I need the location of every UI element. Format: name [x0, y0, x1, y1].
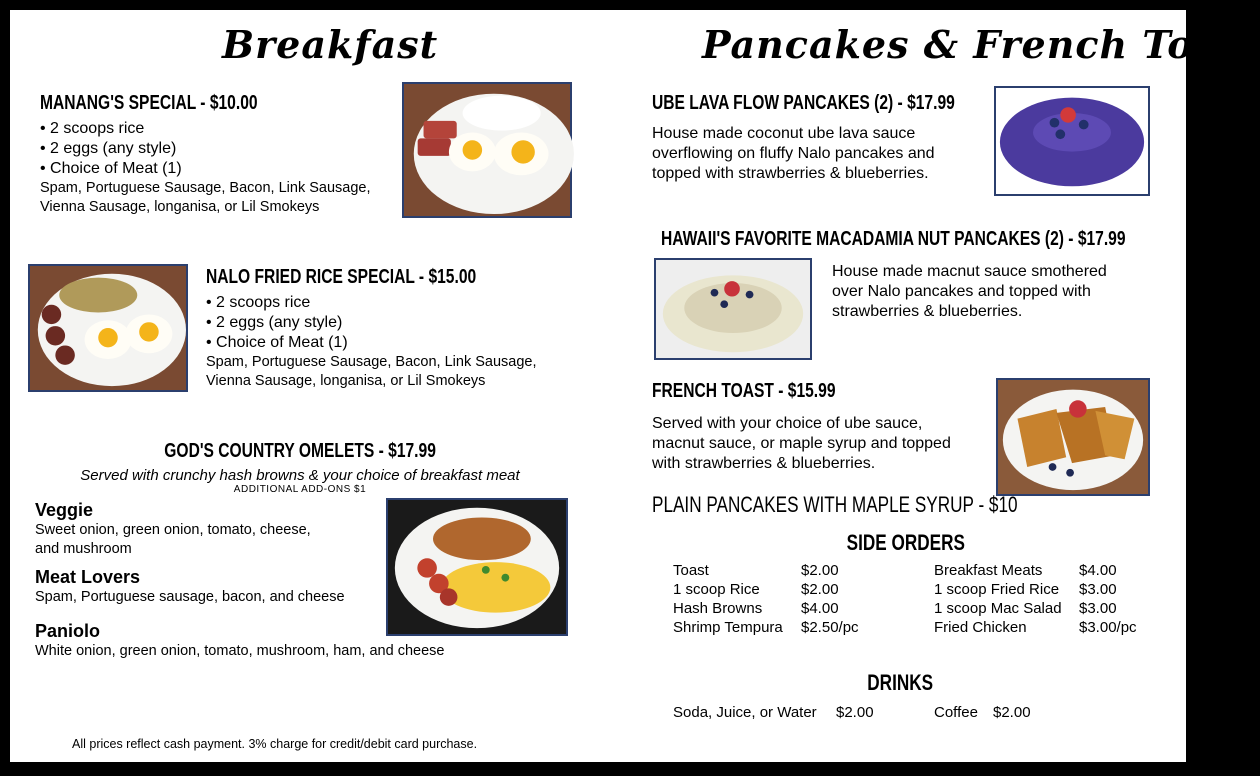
- side-price: $3.00/pc: [1079, 619, 1137, 636]
- omelets-title-wrap: [10, 440, 590, 463]
- bullet-item: • 2 eggs (any style): [206, 314, 343, 331]
- omelet-name: Paniolo: [35, 621, 101, 641]
- side-price: $4.00: [801, 600, 839, 617]
- side-orders-heading: SIDE ORDERS: [846, 530, 965, 555]
- omelets-subtitle: Served with crunchy hash browns & your choice of breakfast meat: [80, 467, 520, 484]
- breakfast-heading: Breakfast: [222, 22, 439, 67]
- bullet-item: • Choice of Meat (1): [206, 334, 348, 351]
- manang-special-title: MANANG'S SPECIAL - $10.00: [40, 92, 258, 114]
- desc-line: House made macnut sauce smothered: [832, 263, 1107, 280]
- ube-title: UBE LAVA FLOW PANCAKES (2) - $17.99: [652, 92, 955, 114]
- macnut-desc: [832, 262, 1107, 322]
- drink-item: Soda, Juice, or Water: [673, 704, 817, 721]
- side-item: Toast: [673, 562, 709, 579]
- meat-options: Spam, Portuguese Sausage, Bacon, Link Sausage,: [40, 180, 371, 196]
- side-item: Fried Chicken: [934, 619, 1027, 636]
- french-toast-title: FRENCH TOAST - $15.99: [652, 380, 836, 402]
- nalo-special-title: NALO FRIED RICE SPECIAL - $15.00: [206, 266, 477, 288]
- omelet-photo: [386, 498, 568, 636]
- side-item: Hash Browns: [673, 600, 763, 617]
- side-price: $3.00: [1079, 581, 1117, 598]
- side-price: $3.00: [1079, 600, 1117, 617]
- desc-line: House made coconut ube lava sauce: [652, 125, 916, 142]
- omelet-desc: White onion, green onion, tomato, mushroom, ham, and cheese: [35, 643, 445, 659]
- french-toast-photo: [996, 378, 1150, 496]
- side-price: $2.00: [801, 581, 839, 598]
- desc-line: with strawberries & blueberries.: [652, 455, 876, 472]
- side-orders-heading-wrap: [830, 530, 970, 556]
- side-item: 1 scoop Rice: [673, 581, 760, 598]
- ube-desc: [652, 124, 935, 184]
- pancakes-heading: Pancakes & French Toast: [702, 22, 1260, 67]
- desc-line: overflowing on fluffy Nalo pancakes and: [652, 145, 935, 162]
- meat-options: Spam, Portuguese Sausage, Bacon, Link Sausage,: [206, 354, 537, 370]
- macnut-title: HAWAII'S FAVORITE MACADAMIA NUT PANCAKES (2) - $17.99: [661, 228, 1126, 250]
- omelet-desc: Sweet onion, green onion, tomato, cheese,: [35, 522, 311, 538]
- nalo-fried-rice-photo: [28, 264, 188, 392]
- manang-bullets: [40, 119, 371, 217]
- omelet-name: Meat Lovers: [35, 567, 141, 587]
- side-price: $4.00: [1079, 562, 1117, 579]
- omelets-title: GOD'S COUNTRY OMELETS - $17.99: [164, 440, 436, 462]
- desc-line: over Nalo pancakes and topped with: [832, 283, 1091, 300]
- side-orders-right: [934, 561, 1137, 637]
- bullet-item: • 2 eggs (any style): [40, 140, 177, 157]
- side-price: $2.00: [801, 562, 839, 579]
- menu-page: [6, 6, 1260, 766]
- desc-line: topped with strawberries & blueberries.: [652, 165, 929, 182]
- omelet-desc: and mushroom: [35, 541, 132, 557]
- ube-pancakes-photo: [994, 86, 1150, 196]
- bullet-item: • Choice of Meat (1): [40, 160, 182, 177]
- price-footnote: All prices reflect cash payment. 3% charge for credit/debit card purchase.: [72, 737, 478, 751]
- side-item: 1 scoop Fried Rice: [934, 581, 1060, 598]
- side-item: 1 scoop Mac Salad: [934, 600, 1062, 617]
- side-orders-left: [673, 561, 859, 637]
- drink-price: $2.00: [836, 704, 874, 721]
- french-toast-desc: [652, 414, 951, 474]
- desc-line: Served with your choice of ube sauce,: [652, 415, 923, 432]
- meat-options: Vienna Sausage, longanisa, or Lil Smokeys: [40, 199, 320, 215]
- desc-line: strawberries & blueberries.: [832, 303, 1023, 320]
- omelet-list: [35, 500, 444, 661]
- side-price: $2.50/pc: [801, 619, 859, 636]
- drinks-heading: DRINKS: [867, 670, 933, 695]
- bullet-item: • 2 scoops rice: [206, 294, 311, 311]
- drink-price: $2.00: [993, 704, 1031, 721]
- drinks-heading-wrap: [840, 670, 960, 696]
- manang-special-photo: [402, 82, 572, 218]
- side-item: Breakfast Meats: [934, 562, 1043, 579]
- meat-options: Vienna Sausage, longanisa, or Lil Smokeys: [206, 373, 486, 389]
- bullet-item: • 2 scoops rice: [40, 120, 145, 137]
- omelet-name: Veggie: [35, 500, 94, 520]
- drink-item: Coffee: [934, 704, 978, 721]
- nalo-bullets: [206, 293, 537, 391]
- desc-line: macnut sauce, or maple syrup and topped: [652, 435, 951, 452]
- plain-pancakes: PLAIN PANCAKES WITH MAPLE SYRUP - $10: [652, 492, 1018, 517]
- macnut-pancakes-photo: [654, 258, 812, 360]
- side-item: Shrimp Tempura: [673, 619, 783, 636]
- addons-note: ADDITIONAL ADD-ONS $1: [233, 484, 367, 495]
- drinks-list: [673, 703, 1031, 722]
- omelet-desc: Spam, Portuguese sausage, bacon, and cheese: [35, 589, 345, 605]
